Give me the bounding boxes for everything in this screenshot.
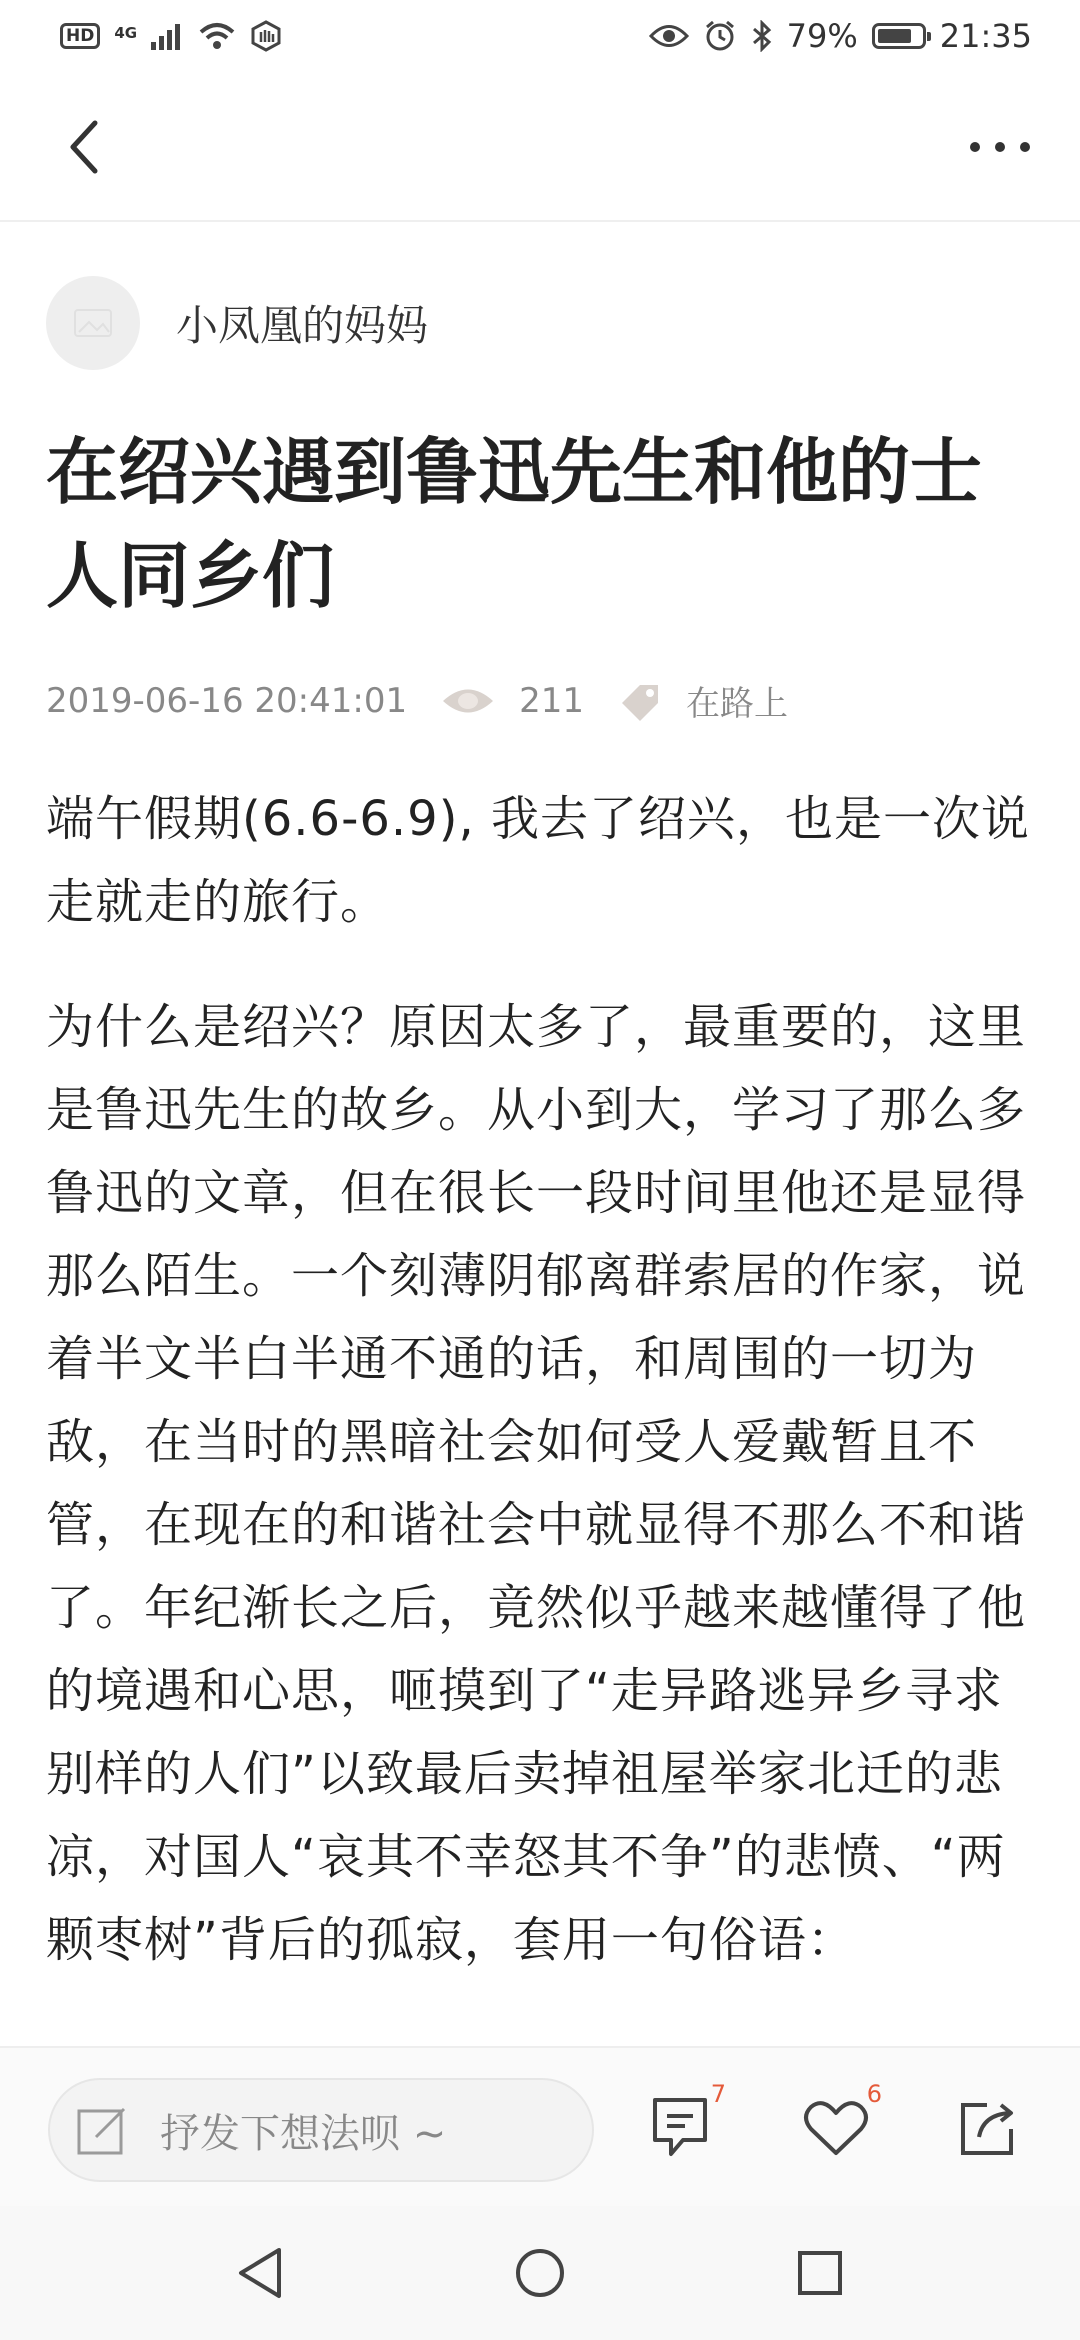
eye-icon — [441, 684, 495, 718]
hd-icon: HD — [60, 23, 100, 49]
view-count: 211 — [519, 680, 585, 721]
comment-icon — [649, 2096, 711, 2160]
nav-home-button[interactable] — [505, 2238, 575, 2308]
author-row[interactable] — [46, 276, 428, 370]
article-body — [46, 778, 1036, 2046]
more-dots-icon — [968, 140, 1032, 154]
clock: 21:35 — [939, 17, 1032, 55]
like-count-badge: 6 — [866, 2080, 882, 2108]
article-date: 2019-06-16 20:41:01 — [46, 680, 408, 721]
edit-icon — [76, 2103, 130, 2157]
circle-home-icon — [513, 2246, 567, 2300]
author-name[interactable]: 小凤凰的妈妈 — [176, 301, 429, 350]
article-tag[interactable]: 在路上 — [686, 684, 789, 724]
eye-icon — [649, 23, 689, 49]
battery-percent: 79% — [786, 17, 858, 55]
article-paragraph: 端午假期(6.6-6.9), 我去了绍兴，也是一次说走就走的旅行。 — [46, 791, 1030, 930]
share-button[interactable] — [948, 2088, 1028, 2168]
status-bar — [0, 0, 1080, 72]
hand-icon — [249, 20, 283, 52]
alarm-icon — [703, 19, 737, 53]
article-paragraph: 为什么是绍兴？原因太多了，最重要的，这里是鲁迅先生的故乡。从小到大，学习了那么多鲁迅的文章，但在很长一段时间里他还是显得那么陌生。一个刻薄阴郁离群索居的作家，说着半文半白半通不通的话，和周围的一切为敌，在当时的黑暗社会如何受人爱戴暂且不管，在现在的和谐社会中就显得不那么不和谐了。年纪渐长之后，竟然似乎越来越懂得了他的境遇和心思，咂摸到了“走异路逃异乡寻求别样的人们”以致最后卖掉祖屋举家北迁的悲凉，对国人“哀其不幸怒其不争”的悲愤、“两颗枣树”背后的孤寂，套用一句俗语： — [46, 999, 1027, 1968]
action-bar — [0, 2046, 1080, 2206]
heart-icon — [803, 2099, 869, 2157]
system-nav-bar — [0, 2206, 1080, 2340]
top-nav — [0, 72, 1080, 222]
back-button[interactable] — [50, 112, 120, 182]
network-type: 4G — [114, 24, 138, 42]
battery-level — [878, 29, 911, 43]
nav-back-button[interactable] — [225, 2238, 295, 2308]
chevron-left-icon — [65, 119, 105, 175]
comment-button[interactable] — [640, 2080, 726, 2168]
triangle-back-icon — [235, 2246, 285, 2300]
comment-placeholder: 抒发下想法呗 ~ — [160, 2110, 447, 2157]
avatar-placeholder-icon — [73, 308, 113, 338]
like-button[interactable] — [796, 2080, 882, 2168]
tag-icon — [618, 681, 662, 721]
nav-recents-button[interactable] — [785, 2238, 855, 2308]
comment-count-badge: 7 — [710, 2080, 726, 2108]
more-button[interactable] — [960, 112, 1040, 182]
square-recents-icon — [795, 2248, 845, 2298]
avatar[interactable] — [46, 276, 140, 370]
bluetooth-icon — [751, 20, 773, 52]
article-title: 在绍兴遇到鲁迅先生和他的士人同乡们 — [46, 430, 983, 618]
share-icon — [957, 2097, 1019, 2159]
signal-icon — [151, 22, 185, 50]
battery-icon — [872, 23, 926, 49]
article-meta — [46, 676, 788, 725]
comment-input[interactable] — [48, 2078, 594, 2182]
wifi-icon — [199, 22, 235, 50]
